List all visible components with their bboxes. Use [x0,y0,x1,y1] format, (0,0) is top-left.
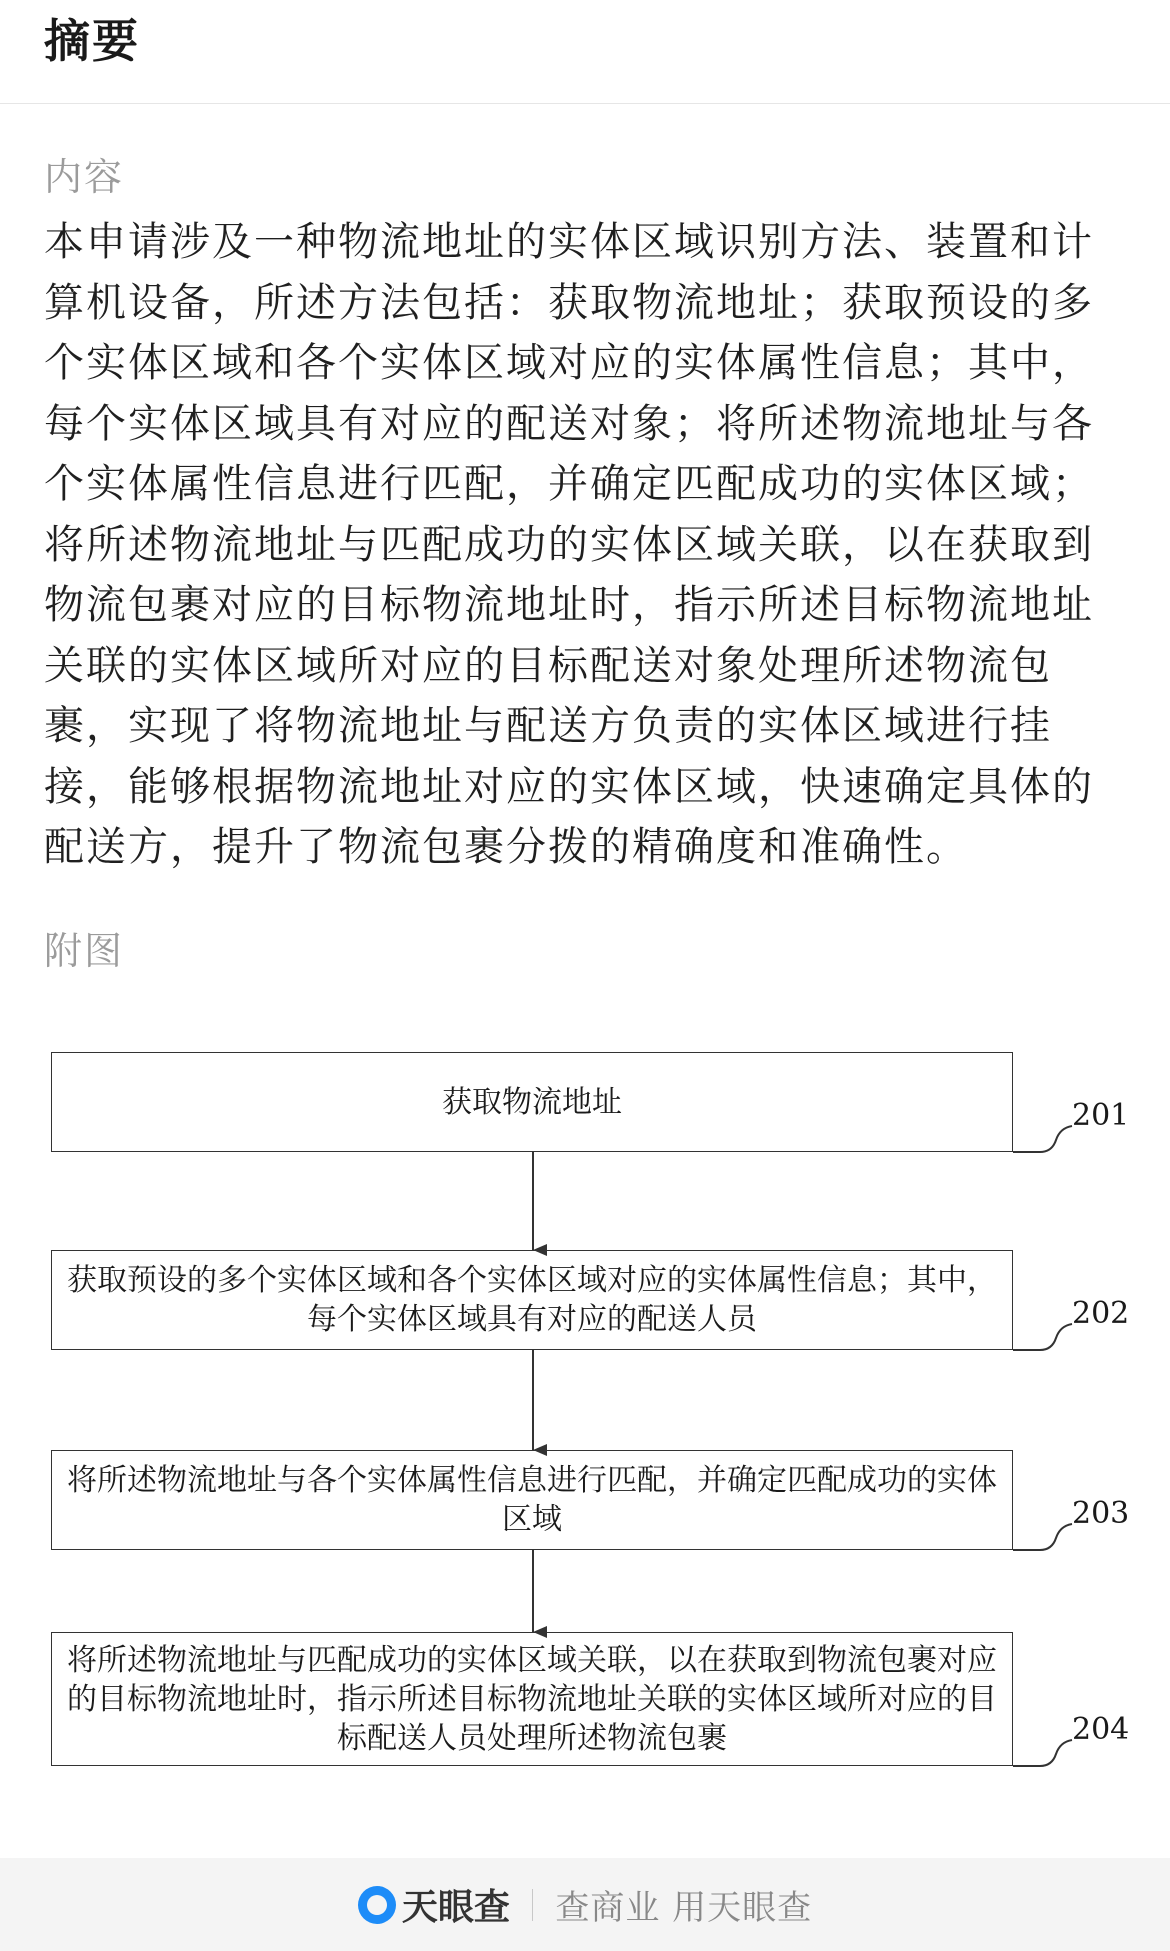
flow-step-text: 获取物流地址 [442,1084,622,1120]
footer-slogan: 查商业 用天眼查 [555,1888,813,1928]
flow-step-number: 204 [1072,1712,1130,1747]
flow-step-box [51,1052,1013,1152]
flow-step-number: 201 [1072,1098,1130,1133]
flow-step-text: 将所述物流地址与匹配成功的实体区域关联，以在获取到物流包裹对应的目标物流地址时，指示所述目标物流地址关联的实体区域所对应的目标配送人员处理所述物流包裹 [67,1642,997,1756]
footer-banner[interactable] [0,1858,1170,1951]
page-title: 摘要 [44,13,140,68]
flow-step-number: 203 [1072,1496,1130,1531]
content-section-label: 内容 [44,155,125,199]
flow-step-box [51,1250,1013,1350]
leader-201 [1013,1126,1072,1152]
footer-brand-name: 天眼查 [401,1887,510,1928]
leader-204 [1013,1740,1072,1766]
footer-brand[interactable] [358,1879,510,1930]
flowchart-figure [0,1040,1170,1800]
tianyancha-logo-icon [358,1886,396,1924]
flow-step-box [51,1632,1013,1766]
figure-section-label: 附图 [44,929,125,973]
abstract-text: 本申请涉及一种物流地址的实体区域识别方法、装置和计算机设备，所述方法包括：获取物流地址；获取预设的多个实体区域和各个实体区域对应的实体属性信息；其中，每个实体区域具有对应的配送对象；将所述物流地址与各个实体属性信息进行匹配，并确定匹配成功的实体区域；将所述物流地址与匹配成功的实体区域关联，以在获取到物流包裹对应的目标物流地址时，指示所述目标物流地址关联的实体区域所对应的目标配送对象处理所述物流包裹，实现了将物流地址与配送方负责的实体区域进行挂接，能够根据物流地址对应的实体区域，快速确定具体的配送方，提升了物流包裹分拨的精确度和准确性。 [44,219,1094,870]
footer-divider [532,1889,534,1921]
leader-202 [1013,1324,1072,1350]
flow-step-box [51,1450,1013,1550]
leader-203 [1013,1524,1072,1550]
flow-step-number: 202 [1072,1296,1130,1331]
page-header [0,0,1170,104]
flow-step-text: 获取预设的多个实体区域和各个实体区域对应的实体属性信息；其中，每个实体区域具有对应的配送人员 [67,1263,997,1337]
flow-step-text: 将所述物流地址与各个实体属性信息进行匹配，并确定匹配成功的实体区域 [67,1463,997,1537]
